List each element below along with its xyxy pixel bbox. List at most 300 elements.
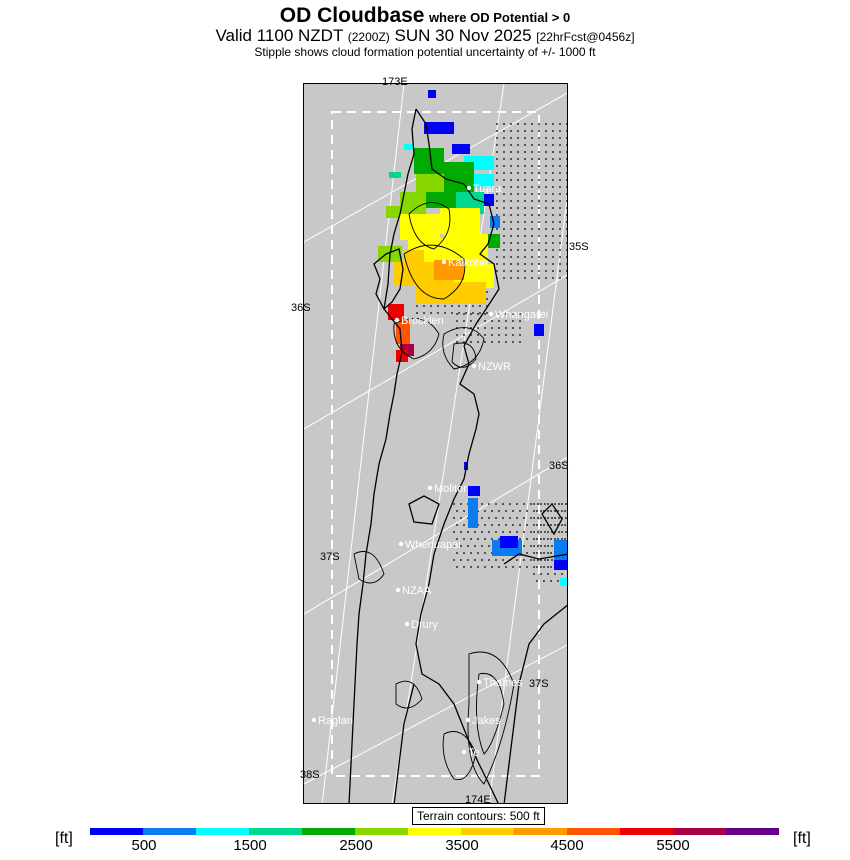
color-scale-swatch bbox=[302, 828, 355, 835]
stipple-dot bbox=[456, 510, 458, 512]
cloudbase-cell bbox=[452, 144, 470, 154]
stipple-dot bbox=[488, 503, 490, 505]
stipple-dot bbox=[479, 305, 481, 307]
stipple-dot bbox=[519, 334, 521, 336]
color-scale-swatch bbox=[196, 828, 249, 835]
stipple-dot bbox=[533, 573, 535, 575]
stipple-dot bbox=[552, 235, 554, 237]
stipple-dot bbox=[510, 242, 512, 244]
stipple-dot bbox=[509, 517, 511, 519]
stipple-dot bbox=[467, 559, 469, 561]
stipple-dot bbox=[538, 158, 540, 160]
stipple-dot bbox=[498, 334, 500, 336]
place-label: Te bbox=[468, 747, 480, 759]
stipple-dot bbox=[552, 151, 554, 153]
stipple-dot bbox=[552, 123, 554, 125]
stipple-dot bbox=[491, 524, 493, 526]
lat-label-36s-left: 36S bbox=[291, 302, 311, 314]
stipple-dot bbox=[496, 130, 498, 132]
stipple-dot bbox=[503, 123, 505, 125]
legend-tick: 5500 bbox=[656, 837, 690, 854]
stipple-dot bbox=[423, 305, 425, 307]
stipple-dot bbox=[566, 158, 568, 160]
stipple-dot bbox=[463, 524, 465, 526]
stipple-dot bbox=[463, 552, 465, 554]
stipple-dot bbox=[517, 151, 519, 153]
place-label: Thames bbox=[483, 677, 523, 689]
stipple-dot bbox=[519, 538, 521, 540]
stipple-dot bbox=[538, 186, 540, 188]
lat-label-35s: 35S bbox=[569, 241, 589, 253]
stipple-dot bbox=[566, 207, 568, 209]
stipple-dot bbox=[559, 158, 561, 160]
stipple-dot bbox=[453, 531, 455, 533]
stipple-dot bbox=[460, 559, 462, 561]
stipple-dot bbox=[463, 510, 465, 512]
stipple-dot bbox=[545, 207, 547, 209]
stipple-dot bbox=[519, 566, 521, 568]
stipple-dot bbox=[531, 221, 533, 223]
stipple-dot bbox=[531, 256, 533, 258]
stipple-dot bbox=[416, 305, 418, 307]
stipple-dot bbox=[545, 172, 547, 174]
stipple-dot bbox=[517, 172, 519, 174]
stipple-dot bbox=[540, 566, 542, 568]
stipple-dot bbox=[533, 559, 535, 561]
stipple-dot bbox=[470, 313, 472, 315]
stipple-dot bbox=[533, 545, 535, 547]
stipple-dot bbox=[523, 559, 525, 561]
stipple-dot bbox=[517, 179, 519, 181]
stipple-dot bbox=[545, 221, 547, 223]
stipple-dot bbox=[517, 200, 519, 202]
stipple-dot bbox=[559, 123, 561, 125]
stipple-dot bbox=[474, 531, 476, 533]
stipple-dot bbox=[531, 158, 533, 160]
lat-label-37s-right: 37S bbox=[529, 678, 549, 690]
stipple-dot bbox=[531, 270, 533, 272]
stipple-dot bbox=[536, 510, 538, 512]
color-scale-swatch bbox=[726, 828, 779, 835]
graticule-line bbox=[489, 184, 568, 804]
stipple-dot bbox=[519, 341, 521, 343]
color-scale-swatch bbox=[408, 828, 461, 835]
color-scale-swatch bbox=[249, 828, 302, 835]
stipple-dot bbox=[552, 242, 554, 244]
stipple-dot bbox=[474, 559, 476, 561]
stipple-dot bbox=[566, 263, 568, 265]
stipple-dot bbox=[510, 277, 512, 279]
stipple-dot bbox=[512, 334, 514, 336]
stipple-dot bbox=[470, 320, 472, 322]
cloudbase-cell bbox=[468, 486, 480, 496]
stipple-dot bbox=[547, 538, 549, 540]
stipple-dot bbox=[561, 510, 563, 512]
legend-tick: 4500 bbox=[550, 837, 584, 854]
stipple-dot bbox=[533, 503, 535, 505]
stipple-dot bbox=[544, 531, 546, 533]
stipple-dot bbox=[538, 228, 540, 230]
terrain-contour-note: Terrain contours: 500 ft bbox=[412, 807, 545, 825]
stipple-dot bbox=[531, 214, 533, 216]
stipple-dot bbox=[545, 158, 547, 160]
stipple-dot bbox=[566, 193, 568, 195]
stipple-dot bbox=[523, 531, 525, 533]
stipple-dot bbox=[517, 186, 519, 188]
stipple-dot bbox=[550, 580, 552, 582]
stipple-dot bbox=[544, 503, 546, 505]
place-dot bbox=[395, 318, 399, 322]
place-dot bbox=[466, 718, 470, 722]
color-scale-bar bbox=[90, 828, 779, 835]
stipple-dot bbox=[540, 510, 542, 512]
stipple-dot bbox=[545, 200, 547, 202]
map-canvas bbox=[304, 84, 568, 804]
stipple-dot bbox=[531, 249, 533, 251]
stipple-dot bbox=[524, 200, 526, 202]
stipple-dot bbox=[474, 545, 476, 547]
stipple-dot bbox=[552, 158, 554, 160]
stipple-dot bbox=[491, 341, 493, 343]
stipple-dot bbox=[543, 580, 545, 582]
stipple-dot bbox=[547, 531, 549, 533]
stipple-dot bbox=[566, 137, 568, 139]
stipple-dot bbox=[559, 151, 561, 153]
stipple-dot bbox=[531, 186, 533, 188]
stipple-dot bbox=[456, 566, 458, 568]
stipple-dot bbox=[510, 221, 512, 223]
stipple-dot bbox=[503, 137, 505, 139]
stipple-dot bbox=[456, 313, 458, 315]
stipple-dot bbox=[510, 172, 512, 174]
stipple-dot bbox=[538, 214, 540, 216]
stipple-dot bbox=[503, 193, 505, 195]
stipple-dot bbox=[512, 327, 514, 329]
stipple-dot bbox=[531, 200, 533, 202]
stipple-dot bbox=[554, 524, 556, 526]
stipple-dot bbox=[552, 200, 554, 202]
stipple-dot bbox=[554, 517, 556, 519]
stipple-dot bbox=[552, 144, 554, 146]
stipple-dot bbox=[554, 573, 556, 575]
stipple-dot bbox=[477, 313, 479, 315]
stipple-dot bbox=[458, 312, 460, 314]
stipple-dot bbox=[552, 207, 554, 209]
stipple-dot bbox=[496, 151, 498, 153]
chart-title-qualifier: where OD Potential > 0 bbox=[428, 10, 571, 25]
stipple-dot bbox=[472, 312, 474, 314]
stipple-dot bbox=[547, 559, 549, 561]
stipple-dot bbox=[503, 200, 505, 202]
stipple-dot bbox=[565, 503, 567, 505]
stipple-dot bbox=[524, 249, 526, 251]
stipple-dot bbox=[470, 341, 472, 343]
stipple-note: Stipple shows cloud formation potential uncertainty of +/- 1000 ft bbox=[254, 45, 596, 59]
stipple-dot bbox=[552, 256, 554, 258]
stipple-dot bbox=[551, 545, 553, 547]
stipple-dot bbox=[453, 503, 455, 505]
stipple-dot bbox=[503, 186, 505, 188]
stipple-dot bbox=[502, 503, 504, 505]
stipple-dot bbox=[524, 158, 526, 160]
stipple-dot bbox=[481, 545, 483, 547]
stipple-dot bbox=[545, 249, 547, 251]
stipple-dot bbox=[559, 165, 561, 167]
stipple-dot bbox=[538, 242, 540, 244]
stipple-dot bbox=[538, 263, 540, 265]
stipple-dot bbox=[484, 341, 486, 343]
utc-time: (2200Z) bbox=[347, 30, 390, 44]
inlet-outline bbox=[409, 496, 439, 524]
stipple-dot bbox=[537, 503, 539, 505]
stipple-dot bbox=[540, 552, 542, 554]
stipple-dot bbox=[484, 566, 486, 568]
stipple-dot bbox=[551, 559, 553, 561]
valid-time: Valid 1100 NZDT bbox=[215, 26, 344, 45]
stipple-dot bbox=[538, 193, 540, 195]
stipple-dot bbox=[517, 123, 519, 125]
stipple-dot bbox=[566, 235, 568, 237]
stipple-dot bbox=[566, 277, 568, 279]
place-dot bbox=[399, 542, 403, 546]
cloudbase-cell bbox=[386, 206, 400, 218]
stipple-dot bbox=[538, 130, 540, 132]
stipple-dot bbox=[460, 517, 462, 519]
stipple-dot bbox=[545, 144, 547, 146]
stipple-dot bbox=[496, 214, 498, 216]
stipple-dot bbox=[477, 552, 479, 554]
stipple-dot bbox=[510, 200, 512, 202]
stipple-dot bbox=[559, 214, 561, 216]
place-label: Raglan bbox=[318, 715, 353, 727]
stipple-dot bbox=[545, 277, 547, 279]
stipple-dot bbox=[545, 263, 547, 265]
stipple-dot bbox=[552, 186, 554, 188]
stipple-dot bbox=[503, 214, 505, 216]
stipple-dot bbox=[545, 214, 547, 216]
stipple-dot bbox=[530, 503, 532, 505]
stipple-dot bbox=[566, 270, 568, 272]
stipple-dot bbox=[456, 524, 458, 526]
stipple-dot bbox=[526, 524, 528, 526]
place-label: Molitor bbox=[434, 483, 468, 495]
stipple-dot bbox=[566, 144, 568, 146]
stipple-dot bbox=[531, 179, 533, 181]
stipple-dot bbox=[460, 503, 462, 505]
stipple-dot bbox=[531, 263, 533, 265]
stipple-dot bbox=[526, 510, 528, 512]
contour bbox=[354, 552, 384, 584]
stipple-dot bbox=[524, 256, 526, 258]
stipple-dot bbox=[486, 312, 488, 314]
stipple-dot bbox=[558, 517, 560, 519]
place-label: Drury bbox=[411, 619, 438, 631]
place-dot bbox=[477, 680, 481, 684]
stipple-dot bbox=[559, 263, 561, 265]
stipple-dot bbox=[538, 165, 540, 167]
stipple-dot bbox=[519, 510, 521, 512]
stipple-dot bbox=[456, 341, 458, 343]
stipple-dot bbox=[491, 320, 493, 322]
stipple-dot bbox=[463, 313, 465, 315]
inner-harbour bbox=[394, 684, 414, 804]
stipple-dot bbox=[517, 158, 519, 160]
stipple-dot bbox=[566, 179, 568, 181]
stipple-dot bbox=[505, 510, 507, 512]
stipple-dot bbox=[524, 242, 526, 244]
stipple-dot bbox=[503, 256, 505, 258]
stipple-dot bbox=[510, 158, 512, 160]
stipple-dot bbox=[531, 130, 533, 132]
stipple-dot bbox=[540, 531, 542, 533]
stipple-dot bbox=[456, 320, 458, 322]
stipple-dot bbox=[566, 214, 568, 216]
stipple-dot bbox=[523, 503, 525, 505]
stipple-dot bbox=[566, 256, 568, 258]
island-outline bbox=[542, 504, 562, 534]
stipple-dot bbox=[523, 517, 525, 519]
stipple-dot bbox=[503, 151, 505, 153]
stipple-dot bbox=[510, 256, 512, 258]
stipple-dot bbox=[547, 566, 549, 568]
stipple-dot bbox=[465, 312, 467, 314]
stipple-dot bbox=[531, 242, 533, 244]
stipple-dot bbox=[524, 270, 526, 272]
stipple-dot bbox=[496, 263, 498, 265]
cloudbase-cell bbox=[468, 498, 478, 528]
stipple-dot bbox=[537, 517, 539, 519]
place-dot bbox=[442, 260, 446, 264]
stipple-dot bbox=[547, 503, 549, 505]
stipple-dot bbox=[540, 503, 542, 505]
stipple-dot bbox=[524, 277, 526, 279]
color-scale-swatch bbox=[355, 828, 408, 835]
stipple-dot bbox=[531, 172, 533, 174]
stipple-dot bbox=[516, 531, 518, 533]
stipple-dot bbox=[559, 200, 561, 202]
stipple-dot bbox=[545, 123, 547, 125]
stipple-dot bbox=[495, 559, 497, 561]
stipple-dot bbox=[538, 151, 540, 153]
stipple-dot bbox=[557, 580, 559, 582]
stipple-dot bbox=[537, 545, 539, 547]
stipple-dot bbox=[510, 144, 512, 146]
stipple-dot bbox=[463, 334, 465, 336]
stipple-dot bbox=[502, 559, 504, 561]
cloudbase-cell bbox=[490, 216, 500, 228]
stipple-dot bbox=[496, 207, 498, 209]
stipple-dot bbox=[503, 235, 505, 237]
stipple-dot bbox=[491, 327, 493, 329]
stipple-dot bbox=[554, 503, 556, 505]
place-label: NZWR bbox=[478, 361, 511, 373]
stipple-dot bbox=[517, 137, 519, 139]
stipple-dot bbox=[423, 312, 425, 314]
stipple-dot bbox=[496, 179, 498, 181]
stipple-dot bbox=[559, 235, 561, 237]
stipple-dot bbox=[524, 165, 526, 167]
stipple-dot bbox=[467, 531, 469, 533]
stipple-dot bbox=[505, 524, 507, 526]
stipple-dot bbox=[564, 538, 566, 540]
stipple-dot bbox=[517, 256, 519, 258]
stipple-dot bbox=[498, 524, 500, 526]
stipple-dot bbox=[524, 144, 526, 146]
stipple-dot bbox=[510, 270, 512, 272]
cloudbase-cell bbox=[554, 560, 568, 570]
stipple-dot bbox=[510, 186, 512, 188]
stipple-dot bbox=[512, 566, 514, 568]
stipple-dot bbox=[510, 207, 512, 209]
stipple-dot bbox=[559, 256, 561, 258]
stipple-dot bbox=[552, 270, 554, 272]
place-label: NZAA bbox=[402, 585, 432, 597]
stipple-dot bbox=[531, 165, 533, 167]
stipple-dot bbox=[543, 524, 545, 526]
cloudbase-cell bbox=[416, 174, 446, 194]
stipple-dot bbox=[524, 123, 526, 125]
stipple-dot bbox=[536, 538, 538, 540]
stipple-dot bbox=[456, 552, 458, 554]
stipple-dot bbox=[481, 531, 483, 533]
stipple-dot bbox=[517, 144, 519, 146]
stipple-dot bbox=[496, 249, 498, 251]
chart-title-line bbox=[0, 4, 850, 28]
stipple-dot bbox=[538, 137, 540, 139]
stipple-dot bbox=[550, 524, 552, 526]
stipple-dot bbox=[552, 179, 554, 181]
lat-label-38s: 38S bbox=[300, 769, 320, 781]
stipple-dot bbox=[524, 137, 526, 139]
stipple-dot bbox=[524, 193, 526, 195]
stipple-dot bbox=[458, 305, 460, 307]
stipple-dot bbox=[533, 566, 535, 568]
stipple-dot bbox=[524, 172, 526, 174]
lon-label-174e: 174E bbox=[465, 794, 491, 806]
stipple-dot bbox=[559, 144, 561, 146]
stipple-dot bbox=[533, 510, 535, 512]
stipple-dot bbox=[444, 312, 446, 314]
cloudbase-cell bbox=[400, 214, 440, 240]
color-scale-swatch bbox=[620, 828, 673, 835]
color-scale-swatch bbox=[567, 828, 620, 835]
stipple-dot bbox=[524, 228, 526, 230]
stipple-dot bbox=[538, 207, 540, 209]
stipple-dot bbox=[531, 277, 533, 279]
stipple-dot bbox=[503, 228, 505, 230]
stipple-dot bbox=[470, 538, 472, 540]
stipple-dot bbox=[524, 214, 526, 216]
stipple-dot bbox=[484, 538, 486, 540]
cloudbase-cell bbox=[416, 282, 486, 304]
stipple-dot bbox=[472, 305, 474, 307]
stipple-dot bbox=[505, 327, 507, 329]
color-scale-swatch bbox=[514, 828, 567, 835]
place-dot bbox=[396, 588, 400, 592]
stipple-dot bbox=[479, 312, 481, 314]
cloudbase-cell bbox=[424, 122, 454, 134]
stipple-dot bbox=[552, 214, 554, 216]
stipple-dot bbox=[517, 165, 519, 167]
place-label: Tuara bbox=[473, 183, 502, 195]
stipple-dot bbox=[503, 221, 505, 223]
stipple-dot bbox=[453, 559, 455, 561]
stipple-dot bbox=[488, 559, 490, 561]
stipple-dot bbox=[540, 538, 542, 540]
stipple-dot bbox=[536, 566, 538, 568]
stipple-dot bbox=[564, 524, 566, 526]
stipple-dot bbox=[566, 242, 568, 244]
